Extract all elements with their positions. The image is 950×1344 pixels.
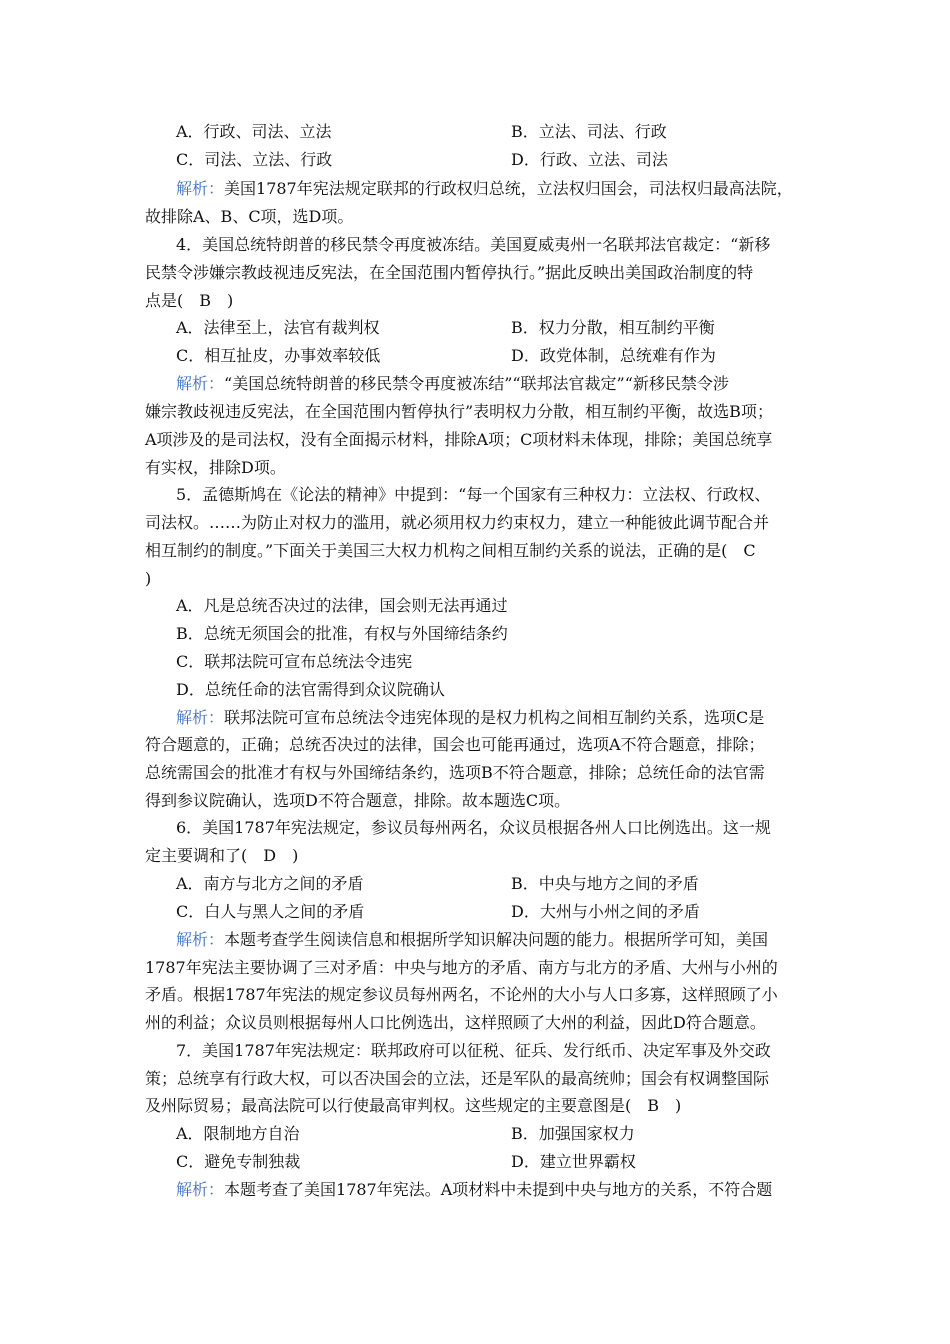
q5-stem-line-1: 5．孟德斯鸠在《论法的精神》中提到：“每一个国家有三种权力：立法权、行政权、: [176, 485, 771, 504]
analysis-label: 解析：: [176, 1180, 225, 1199]
q3-option-a: A．行政、司法、立法: [176, 122, 332, 141]
q6-option-a: A．南方与北方之间的矛盾: [176, 874, 364, 893]
q5-stem-line-3: 相互制约的制度。”下面关于美国三大权力机构之间相互制约关系的说法，正确的是( C: [145, 541, 756, 560]
q7-option-b: B．加强国家权力: [511, 1124, 635, 1143]
q7-stem-line-3: 及州际贸易；最高法院可以行使最高审判权。这些规定的主要意图是( B ): [145, 1096, 682, 1115]
q4-stem-line-3: 点是( B ): [145, 291, 234, 310]
analysis-label: 解析：: [176, 374, 225, 393]
q4-option-c: C．相互扯皮，办事效率较低: [176, 346, 381, 365]
q6-stem-line-1: 6．美国1787年宪法规定，参议员每州两名，众议员根据各州人口比例选出。这一规: [176, 818, 771, 837]
analysis-label: 解析：: [176, 930, 225, 949]
q5-option-a: A．凡是总统否决过的法律，国会则无法再通过: [176, 596, 508, 615]
q4-analysis-line-2: 嫌宗教歧视违反宪法，在全国范围内暂停执行”表明权力分散，相互制约平衡，故选B项；: [145, 402, 773, 421]
q5-analysis-line-1: 解析：联邦法院可宣布总统法令违宪体现的是权力机构之间相互制约关系，选项C是: [176, 708, 765, 727]
q5-stem-line-4: ): [145, 569, 152, 588]
q5-option-b: B．总统无须国会的批准，有权与外国缔结条约: [176, 624, 508, 643]
q6-stem-line-2: 定主要调和了( D ): [145, 846, 299, 865]
q4-option-a: A．法律至上，法官有裁判权: [176, 318, 380, 337]
q7-option-c: C．避免专制独裁: [176, 1152, 301, 1171]
q4-analysis-line-3: A项涉及的是司法权，没有全面揭示材料，排除A项；C项材料未体现，排除；美国总统享: [145, 430, 773, 449]
q6-option-c: C．白人与黑人之间的矛盾: [176, 902, 365, 921]
q3-analysis-line-1: 解析：美国1787年宪法规定联邦的行政权归总统，立法权归国会，司法权归最高法院，: [176, 179, 793, 198]
q6-analysis-line-3: 矛盾。根据1787年宪法的规定参议员每州两名，不论州的大小与人口多寡，这样照顾了小: [145, 985, 778, 1004]
q4-stem-line-2: 民禁令涉嫌宗教歧视违反宪法，在全国范围内暂停执行。”据此反映出美国政治制度的特: [145, 263, 754, 282]
q5-stem-line-2: 司法权。……为防止对权力的滥用，就必须用权力约束权力，建立一种能彼此调节配合并: [145, 513, 770, 532]
q7-option-d: D．建立世界霸权: [511, 1152, 636, 1171]
q6-analysis-line-1: 解析：本题考查学生阅读信息和根据所学知识解决问题的能力。根据所学可知，美国: [176, 930, 769, 949]
q4-analysis-line-1: 解析：“美国总统特朗普的移民禁令再度被冻结”“联邦法官裁定”“新移民禁令涉: [176, 374, 729, 393]
q7-analysis-line-1: 解析：本题考查了美国1787年宪法。A项材料中未提到中央与地方的关系，不符合题: [176, 1180, 773, 1199]
q5-analysis-line-4: 得到参议院确认，选项D不符合题意，排除。故本题选C项。: [145, 791, 571, 810]
q5-option-c: C．联邦法院可宣布总统法令违宪: [176, 652, 413, 671]
q4-stem-line-1: 4．美国总统特朗普的移民禁令再度被冻结。美国夏威夷州一名联邦法官裁定：“新移: [176, 235, 771, 254]
analysis-label: 解析：: [176, 179, 225, 198]
q3-option-d: D．行政、立法、司法: [511, 150, 668, 169]
q5-analysis-line-3: 总统需国会的批准才有权与外国缔结条约，选项B不符合题意，排除；总统任命的法官需: [145, 763, 765, 782]
analysis-label: 解析：: [176, 708, 225, 727]
q7-stem-line-2: 策；总统享有行政大权，可以否决国会的立法，还是军队的最高统帅；国会有权调整国际: [145, 1069, 770, 1088]
q6-analysis-line-2: 1787年宪法主要协调了三对矛盾：中央与地方的矛盾、南方与北方的矛盾、大州与小州的: [145, 958, 778, 977]
q4-option-b: B．权力分散，相互制约平衡: [511, 318, 715, 337]
q6-option-d: D．大州与小州之间的矛盾: [511, 902, 700, 921]
q6-analysis-line-4: 州的利益；众议员则根据每州人口比例选出，这样照顾了大州的利益，因此D符合题意。: [145, 1013, 766, 1032]
q5-option-d: D．总统任命的法官需得到众议院确认: [176, 680, 445, 699]
q6-option-b: B．中央与地方之间的矛盾: [511, 874, 699, 893]
q4-option-d: D．政党体制，总统难有作为: [511, 346, 716, 365]
q7-option-a: A．限制地方自治: [176, 1124, 300, 1143]
q3-analysis-line-2: 故排除A、B、C项，选D项。: [145, 207, 354, 226]
q5-analysis-line-2: 符合题意的，正确；总统否决过的法律，国会也可能再通过，选项A不符合题意，排除；: [145, 735, 765, 754]
q3-option-b: B．立法、司法、行政: [511, 122, 667, 141]
q3-option-c: C．司法、立法、行政: [176, 150, 333, 169]
q7-stem-line-1: 7．美国1787年宪法规定：联邦政府可以征税、征兵、发行纸币、决定军事及外交政: [176, 1041, 771, 1060]
q4-analysis-line-4: 有实权，排除D项。: [145, 458, 286, 477]
